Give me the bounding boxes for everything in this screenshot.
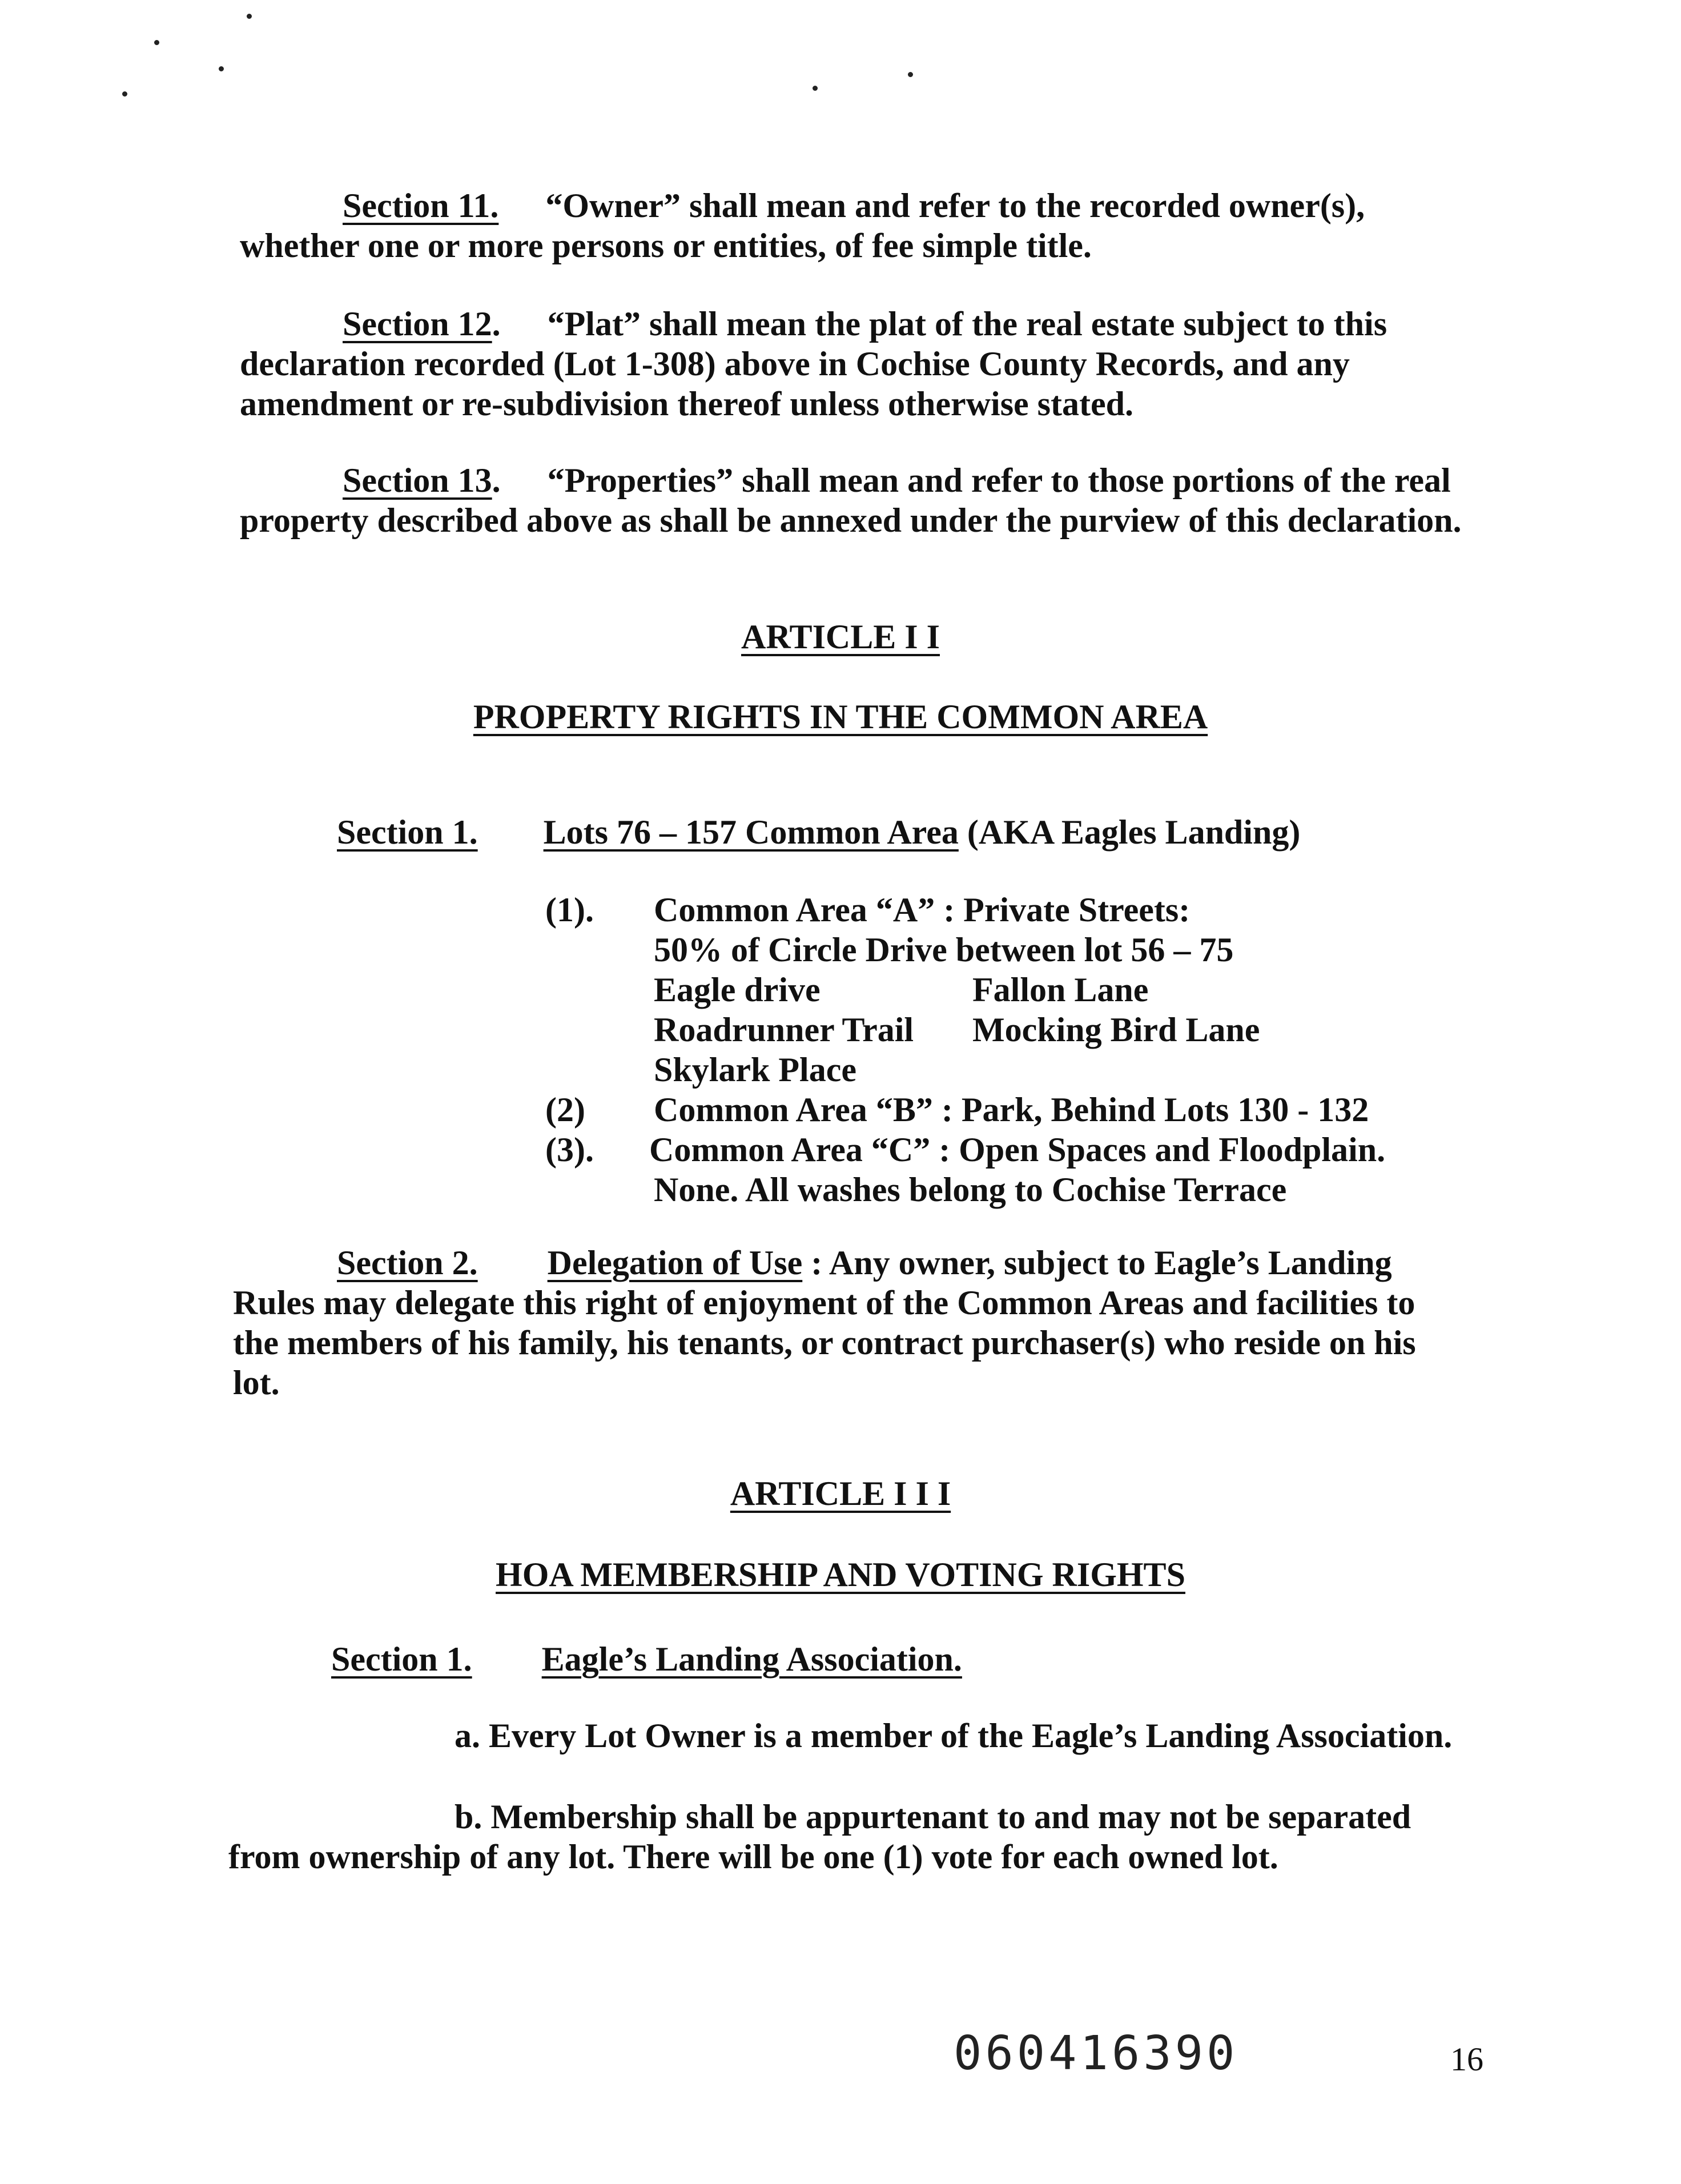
section-label: Section 1. — [337, 813, 478, 851]
section-12: Section 12. “Plat” shall mean the plat of the real estate subject to this declaration recorded (Lot 1-308) above in Cochise County Records, and any amendment or re-subdivision thereof unless otherwise stated. — [240, 305, 1388, 423]
article-subtitle: PROPERTY RIGHTS IN THE COMMON AREA — [473, 698, 1208, 736]
scan-speck — [247, 14, 252, 19]
scan-speck — [813, 86, 818, 91]
section-label: Section 2. — [337, 1244, 478, 1282]
clause-b: b. Membership shall be appurtenant to and may not be separated from ownership of any lot. There will be one (1) vote for each owned lot. — [228, 1798, 1411, 1876]
definition-text: amendment or re-subdivision thereof unless otherwise stated. — [240, 385, 1133, 423]
clause-a: a. Every Lot Owner is a member of the Eagle’s Landing Association. — [455, 1717, 1453, 1755]
definition-text: “Properties” shall mean and refer to those portions of the real — [547, 461, 1451, 499]
list-number: (1). — [545, 891, 594, 929]
definition-text: declaration recorded (Lot 1-308) above in Cochise County Records, and any — [240, 345, 1350, 383]
section-label: Section 1. — [331, 1640, 472, 1678]
section-heading: Delegation of Use — [547, 1244, 803, 1282]
section-heading: Eagle’s Landing Association. — [541, 1640, 962, 1678]
article2-section-2: Section 2. Delegation of Use : Any owner, subject to Eagle’s Landing Rules may delegate this right of enjoyment of the Common Areas and facilities to the members of his family, his tenants, or contract purchaser(s) who reside on his lot. — [233, 1244, 1416, 1402]
section-label: Section 12 — [343, 305, 492, 343]
document-stamp-number: 060416390 — [954, 2026, 1238, 2081]
section-13: Section 13. “Properties” shall mean and refer to those portions of the real property described above as shall be annexed under the purview of this declaration. — [240, 461, 1462, 539]
list-item: Common Area “A” : Private Streets: — [654, 891, 1191, 929]
list-item: Common Area “B” : Park, Behind Lots 130 - 132 — [654, 1091, 1369, 1129]
scan-speck — [154, 40, 159, 45]
scan-speck — [122, 91, 127, 97]
section-label: Section 11. — [343, 187, 499, 224]
list-number: (3). — [545, 1131, 594, 1169]
list-number: (2) — [545, 1091, 585, 1129]
definition-text: “Plat” shall mean the plat of the real estate subject to this — [547, 305, 1388, 343]
list-item: 50% of Circle Drive between lot 56 – 75 — [654, 931, 1234, 969]
scan-speck — [908, 72, 913, 77]
definition-text: whether one or more persons or entities, of fee simple title. — [240, 227, 1092, 264]
section-heading: Lots 76 – 157 Common Area — [543, 813, 959, 851]
list-item: Common Area “C” : Open Spaces and Floodplain. — [649, 1131, 1386, 1169]
scan-speck — [219, 66, 224, 71]
article3-section-1 — [331, 1639, 962, 1679]
section-label: Section 13 — [343, 461, 492, 499]
article-title: ARTICLE I I — [741, 618, 940, 656]
definition-text: property described above as shall be annexed under the purview of this declaration. — [240, 501, 1462, 539]
article2-section-1: Section 1. Lots 76 – 157 Common Area (AKA Eagles Landing) — [337, 813, 1301, 851]
page-number: 16 — [1450, 2041, 1483, 2078]
article-title: ARTICLE I I I — [730, 1475, 951, 1512]
section-11 — [240, 186, 1365, 266]
definition-text: “Owner” shall mean and refer to the recorded owner(s), — [545, 187, 1365, 224]
article-subtitle: HOA MEMBERSHIP AND VOTING RIGHTS — [496, 1556, 1185, 1593]
